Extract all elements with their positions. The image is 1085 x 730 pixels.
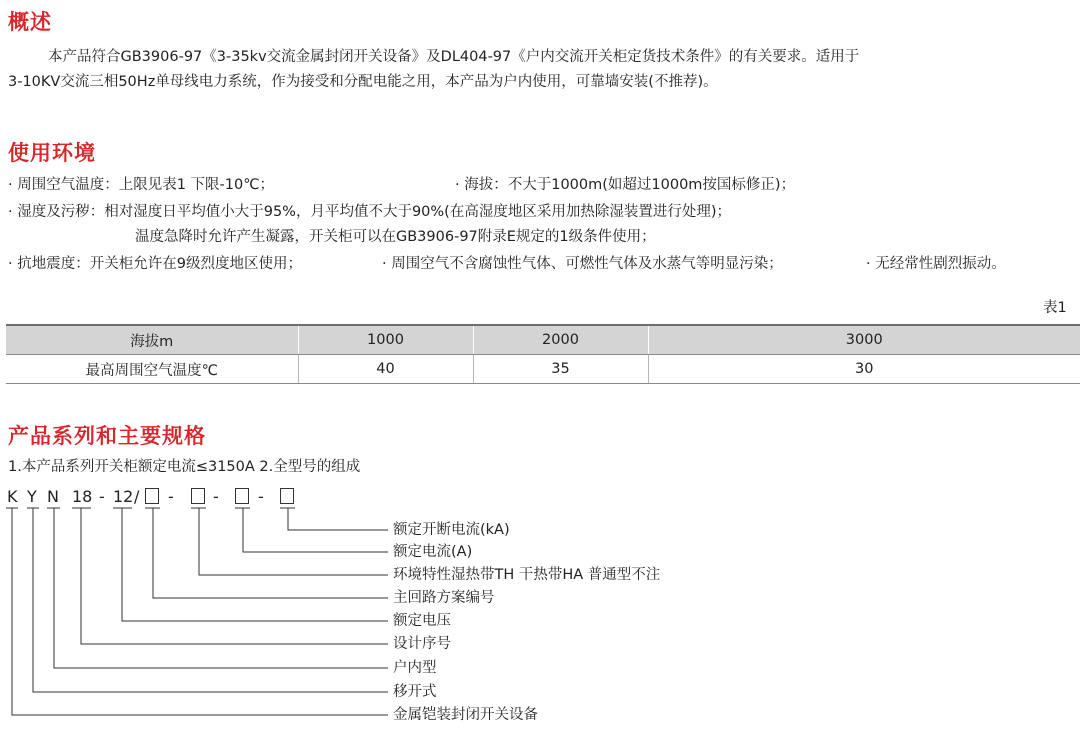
table-cell: 30	[648, 355, 1080, 384]
code-slash: /	[134, 487, 140, 506]
code-label-scheme-number: 主回路方案编号	[393, 590, 495, 606]
overview-line-2: 3-10KV交流三相50Hz单母线电力系统，作为接受和分配电能之用，本产品为户内使用，可靠墙安装(不推荐)。	[8, 74, 718, 90]
code-char-n: N	[47, 487, 59, 506]
code-label-environment: 环境特性湿热带TH 干热带HA 普通型不注	[393, 567, 661, 583]
table-cell: 最高周围空气温度℃	[6, 355, 298, 384]
code-dash: -	[213, 487, 219, 506]
code-dash: -	[99, 487, 105, 506]
code-label-rated-voltage: 额定电压	[393, 613, 451, 629]
section-heading-series: 产品系列和主要规格	[8, 424, 206, 448]
code-label-breaking-current: 额定开断电流(kA)	[393, 522, 510, 538]
code-char-y: Y	[27, 487, 37, 506]
env-air: · 周围空气不含腐蚀性气体、可燃性气体及水蒸气等明显污染；	[382, 256, 783, 272]
series-intro: 1.本产品系列开关柜额定电流≤3150A 2.全型号的组成	[8, 459, 361, 475]
env-humidity: · 湿度及污秽：相对湿度日平均值小大于95%，月平均值不大于90%(在高湿度地区采用加热除湿装置进行处理)；	[8, 204, 731, 220]
code-label-rated-current: 额定电流(A)	[393, 544, 473, 560]
table-cell: 40	[298, 355, 473, 384]
table-header-cell: 3000	[648, 325, 1080, 355]
code-char-k: K	[7, 487, 18, 506]
table-header-cell: 海拔m	[6, 325, 298, 355]
env-seismic: · 抗地震度：开关柜允许在9级烈度地区使用；	[8, 256, 302, 272]
env-altitude: · 海拔：不大于1000m(如超过1000m按国标修正)；	[455, 177, 796, 193]
table-header-cell: 2000	[473, 325, 648, 355]
code-label-indoor: 户内型	[393, 660, 437, 676]
code-label-design-number: 设计序号	[393, 636, 451, 652]
code-design-number: 18	[72, 487, 93, 506]
env-humidity-2: 温度急降时允许产生凝露，开关柜可以在GB3906-97附录E规定的1级条件使用；	[135, 229, 656, 245]
table-header-cell: 1000	[298, 325, 473, 355]
section-heading-overview: 概述	[8, 10, 52, 34]
code-voltage: 12	[113, 487, 134, 506]
section-heading-environment: 使用环境	[8, 141, 96, 165]
env-temperature: · 周围空气温度：上限见表1 下限-10℃；	[8, 177, 275, 193]
code-label-metal-clad: 金属铠装封闭开关设备	[393, 707, 538, 723]
code-dash: -	[258, 487, 264, 506]
table-cell: 35	[473, 355, 648, 384]
overview-line-1: 本产品符合GB3906-97《3-35kv交流金属封闭开关设备》及DL404-97《户内交流开关柜定货技术条件》的有关要求。适用于	[48, 49, 860, 65]
code-dash: -	[168, 487, 174, 506]
env-vibration: · 无经常性剧烈振动。	[866, 256, 1006, 272]
code-label-withdrawable: 移开式	[393, 684, 437, 700]
table-caption: 表1	[1043, 300, 1067, 316]
